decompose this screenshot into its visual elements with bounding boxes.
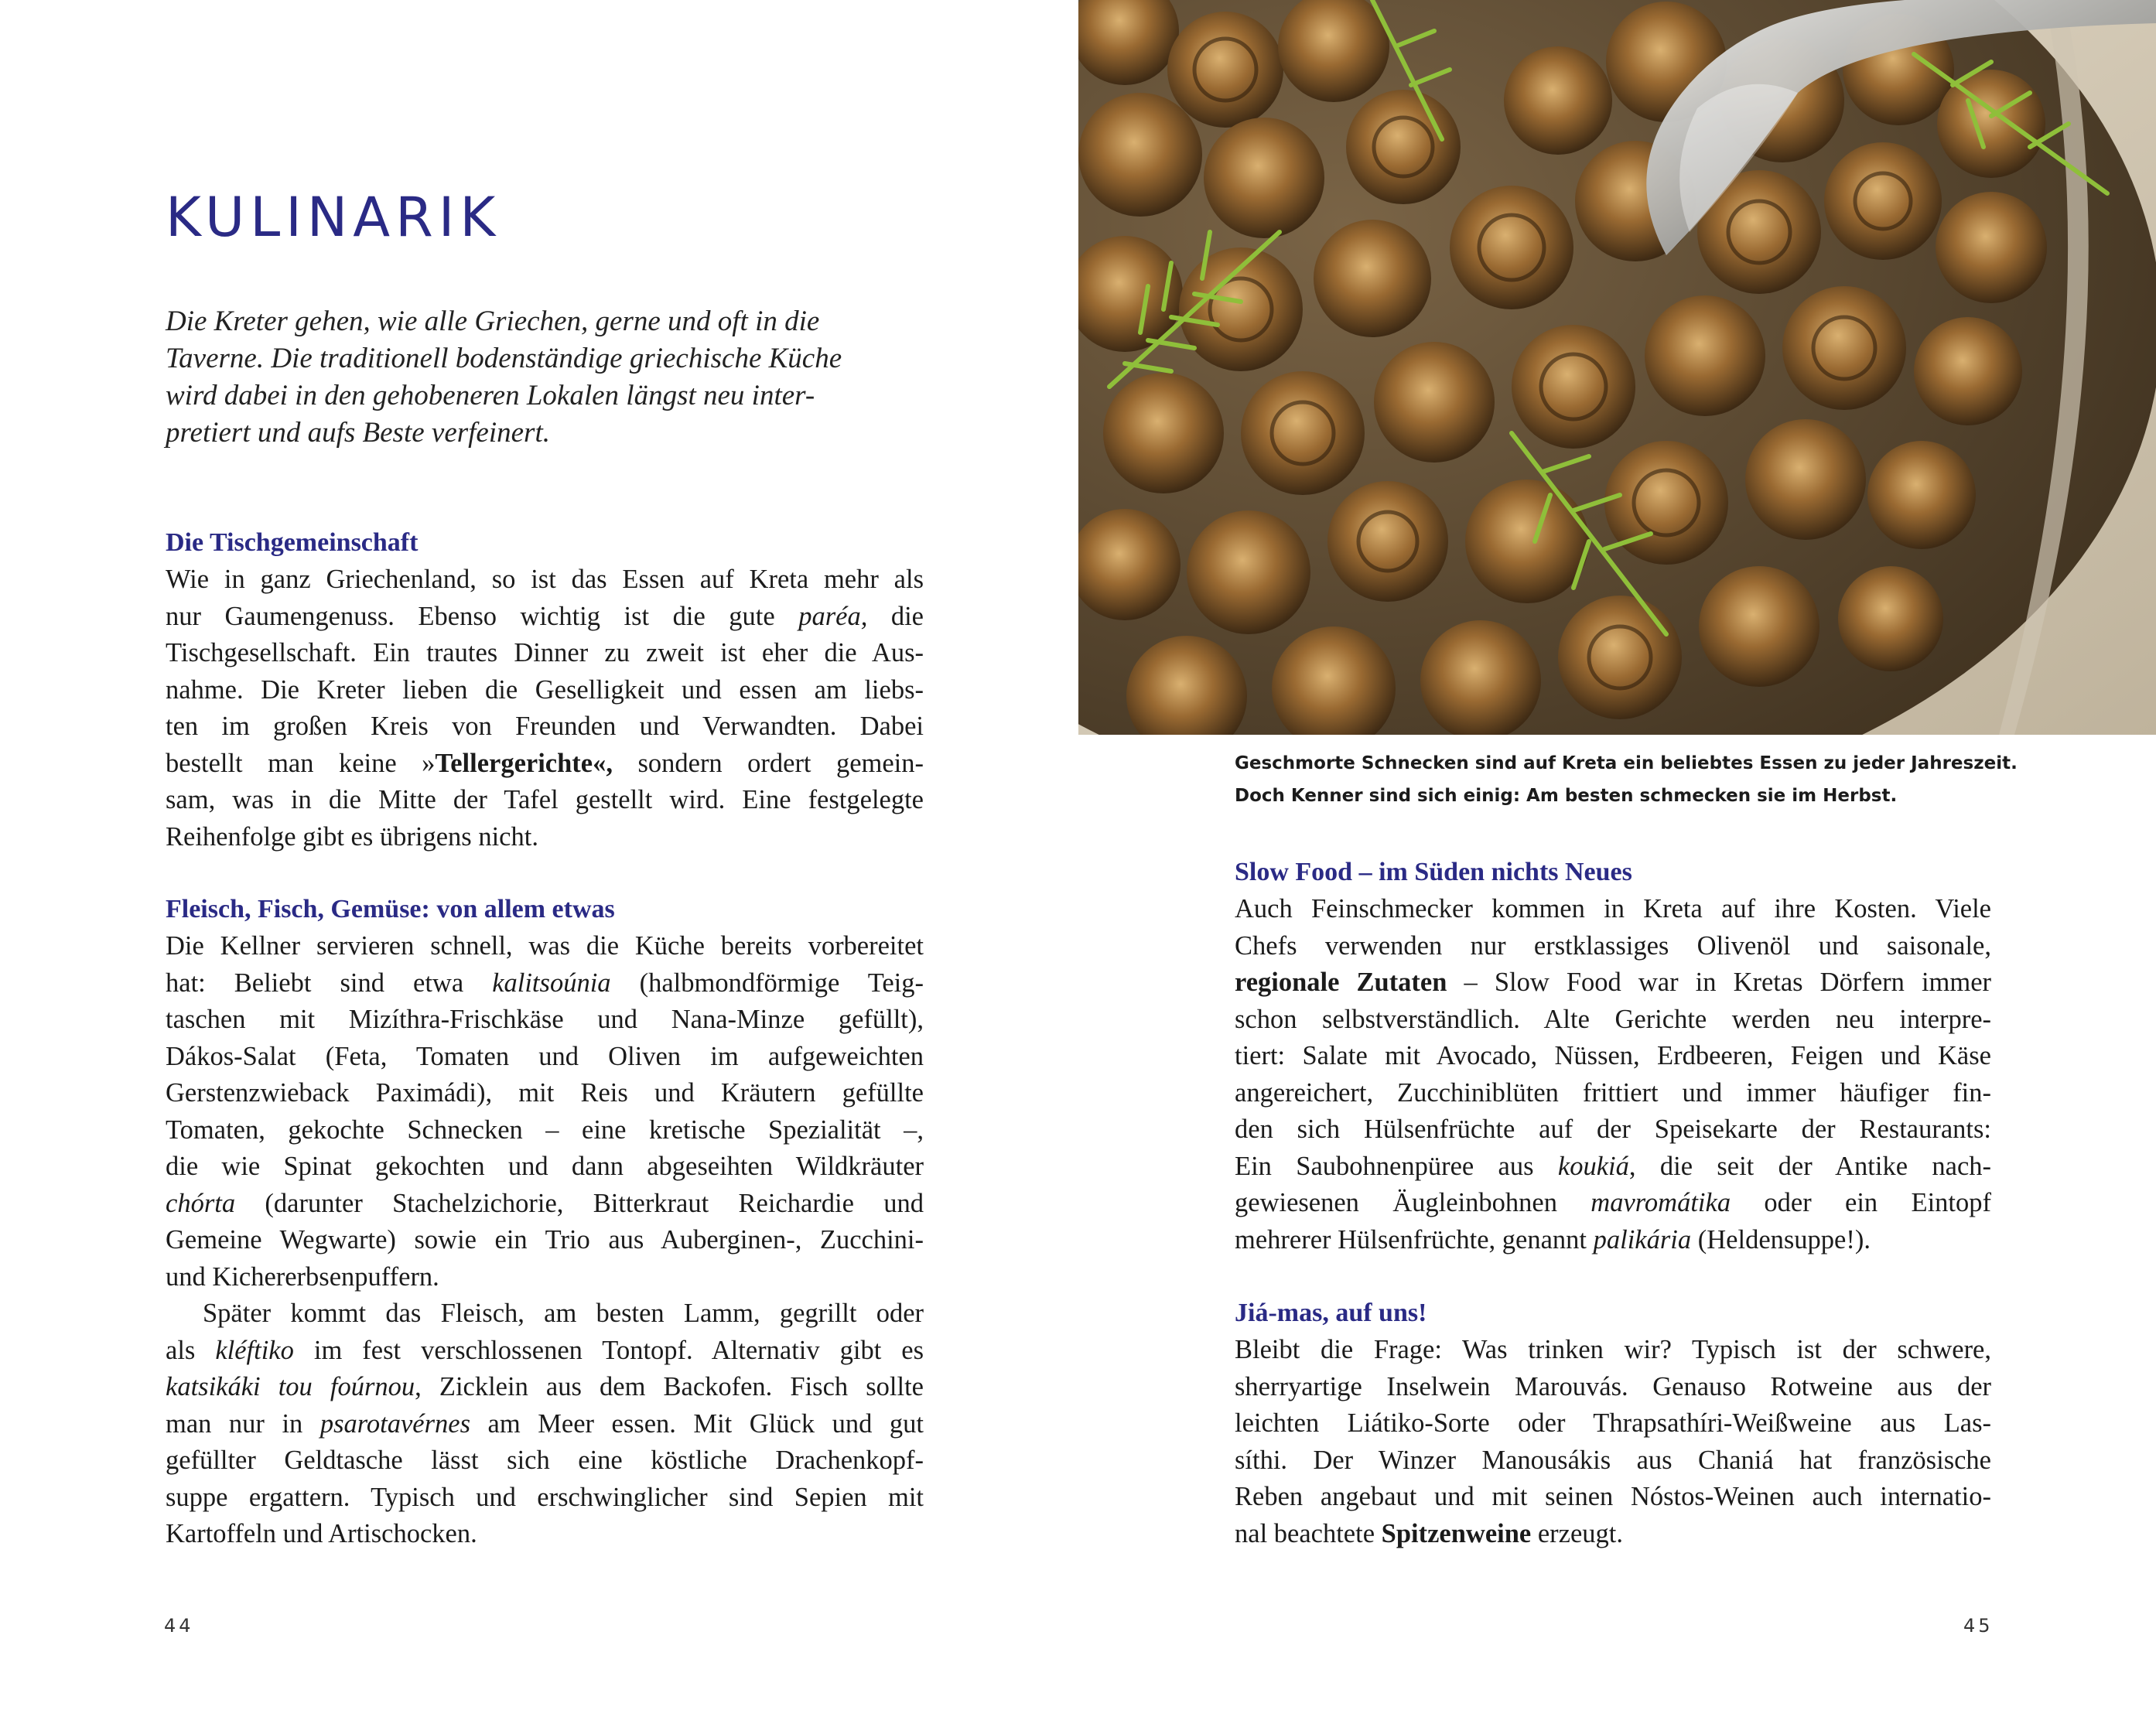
intro-paragraph bbox=[166, 303, 904, 452]
text-line: ten im großen Kreis von Freunden und Verwandten. Dabei bbox=[166, 712, 924, 741]
section-heading: Die Tischgemeinschaft bbox=[166, 528, 419, 557]
bold-term: regionale Zutaten bbox=[1235, 968, 1447, 997]
text-line: tiert: Salate mit Avocado, Nüssen, Erdbeeren, Feigen und Käse bbox=[1235, 1041, 1991, 1070]
italic-term: chórta bbox=[166, 1188, 236, 1218]
text-line: Gemeine Wegwarte) sowie ein Trio aus Auberginen-, Zucchini- bbox=[166, 1225, 924, 1254]
bold-term: Spitzenweine bbox=[1381, 1518, 1532, 1548]
intro-line: wird dabei in den gehobeneren Lokalen längst neu inter- bbox=[166, 380, 815, 411]
text-line: suppe ergattern. Typisch und erschwinglicher sind Sepien mit bbox=[166, 1482, 924, 1512]
caption-line: Doch Kenner sind sich einig: Am besten schmecken sie im Herbst. bbox=[1235, 786, 1898, 806]
text-line: síthi. Der Winzer Manousákis aus Chaniá hat französische bbox=[1235, 1445, 1991, 1475]
italic-term: psarotavérnes bbox=[319, 1408, 471, 1439]
text-line: gefüllter Geldtasche lässt sich eine köstliche Drachenkopf- bbox=[166, 1446, 924, 1475]
text-line: sam, was in die Mitte der Tafel gestellt wird. Eine festgelegte bbox=[166, 785, 924, 814]
text-line: bestellt man keine »Tellergerichte«, sondern ordert gemein- bbox=[166, 748, 924, 778]
snails-photo bbox=[1078, 0, 2156, 735]
text-line: angereichert, Zucchiniblüten frittiert und immer häufiger fin- bbox=[1235, 1077, 1991, 1108]
caption-line: Geschmorte Schnecken sind auf Kreta ein beliebtes Essen zu jeder Jahreszeit. bbox=[1235, 753, 2018, 773]
text-line: gewiesenen Äugleinbohnen mavromátika oder ein Eintopf bbox=[1235, 1188, 1991, 1217]
intro-line: Taverne. Die traditionell bodenständige griechische Küche bbox=[166, 343, 842, 374]
section-heading: Fleisch, Fisch, Gemüse: von allem etwas bbox=[166, 895, 615, 923]
text-line: Ein Saubohnenpüree aus koukiá, die seit der Antike nach- bbox=[1235, 1151, 1992, 1181]
italic-term: koukiá bbox=[1557, 1151, 1629, 1181]
intro-line: Die Kreter gehen, wie alle Griechen, gerne und oft in die bbox=[166, 306, 820, 337]
italic-term: mavromátika bbox=[1591, 1188, 1731, 1217]
text-line: nahme. Die Kreter lieben die Geselligkeit und essen am liebs- bbox=[166, 674, 924, 705]
text-line: den sich Hülsenfrüchte auf der Speisekarte der Restaurants: bbox=[1235, 1115, 1991, 1144]
chapter-title: KULINARIK bbox=[166, 186, 501, 249]
italic-term: palikária bbox=[1593, 1224, 1692, 1254]
text-line: und Kichererbsenpuffern. bbox=[166, 1261, 439, 1292]
section-tischgemeinschaft bbox=[166, 524, 924, 855]
intro-line: pretiert und aufs Beste verfeinert. bbox=[166, 417, 550, 449]
italic-term: kalitsoúnia bbox=[492, 968, 611, 998]
text-line: schon selbstverständlich. Alte Gerichte werden neu interpre- bbox=[1235, 1004, 1991, 1034]
snails-photo-illustration bbox=[1078, 0, 2156, 735]
italic-term: paréa, bbox=[798, 601, 868, 631]
text-line: Reihenfolge gibt es übrigens nicht. bbox=[166, 821, 538, 852]
text-line: Wie in ganz Griechenland, so ist das Essen auf Kreta mehr als bbox=[166, 565, 924, 594]
page-number: 45 bbox=[1963, 1615, 1994, 1637]
text-line: katsikáki tou foúrnou, Zicklein aus dem Backofen. Fisch sollte bbox=[166, 1372, 924, 1401]
text-line: taschen mit Mizíthra-Frischkäse und Nana-Minze gefüllt), bbox=[166, 1005, 924, 1034]
bold-term: Tellergerichte«, bbox=[435, 748, 613, 778]
text-line: man nur in psarotavérnes am Meer essen. Mit Glück und gut bbox=[166, 1408, 924, 1439]
text-line: hat: Beliebt sind etwa kalitsoúnia (halbmondförmige Teig- bbox=[166, 968, 924, 998]
section-heading: Jiá-mas, auf uns! bbox=[1235, 1299, 1427, 1327]
text-line: nur Gaumengenuss. Ebenso wichtig ist die gute paréa, die bbox=[166, 601, 924, 631]
text-line: Chefs verwenden nur erstklassiges Olivenöl und saisonale, bbox=[1235, 930, 1991, 961]
text-line: die wie Spinat gekochten und dann abgeseihten Wildkräuter bbox=[166, 1152, 924, 1181]
text-line: leichten Liátiko-Sorte oder Thrapsathíri-Weißweine aus Las- bbox=[1235, 1408, 1991, 1438]
text-line: Tomaten, gekochte Schnecken – eine kretische Spezialität –, bbox=[166, 1115, 924, 1145]
page-number: 44 bbox=[164, 1615, 194, 1637]
text-line: nal beachtete Spitzenweine erzeugt. bbox=[1235, 1518, 1623, 1548]
italic-term: katsikáki tou foúrnou bbox=[166, 1372, 415, 1401]
text-line: mehrerer Hülsenfrüchte, genannt palikária (Heldensuppe!). bbox=[1235, 1224, 1871, 1254]
text-line: Bleibt die Frage: Was trinken wir? Typisch ist der schwere, bbox=[1235, 1335, 1991, 1364]
section-jia-mas bbox=[1235, 1295, 1991, 1552]
section-fleisch-fisch bbox=[166, 891, 924, 1553]
text-line: Die Kellner servieren schnell, was die Küche bereits vorbereitet bbox=[166, 931, 924, 961]
text-line: Gerstenzwieback Paximádi), mit Reis und Kräutern gefüllte bbox=[166, 1078, 924, 1108]
text-line: Auch Feinschmecker kommen in Kreta auf ihre Kosten. Viele bbox=[1235, 894, 1991, 923]
right-page bbox=[1078, 0, 2156, 1717]
text-line: Tischgesellschaft. Ein trautes Dinner zu zweit ist eher die Aus- bbox=[166, 638, 924, 667]
section-slow-food bbox=[1235, 854, 1991, 1258]
text-line: regionale Zutaten – Slow Food war in Kretas Dörfern immer bbox=[1235, 968, 1992, 997]
text-line: Kartoffeln und Artischocken. bbox=[166, 1519, 477, 1548]
text-line: Später kommt das Fleisch, am besten Lamm, gegrillt oder bbox=[203, 1299, 924, 1328]
text-line: sherryartige Inselwein Marouvás. Genauso Rotweine aus der bbox=[1235, 1371, 1991, 1401]
text-line: Dákos-Salat (Feta, Tomaten und Oliven im aufgeweichten bbox=[166, 1041, 924, 1071]
italic-term: kléftiko bbox=[215, 1335, 294, 1365]
text-line: Reben angebaut und mit seinen Nóstos-Weinen auch internatio- bbox=[1235, 1482, 1991, 1511]
text-line: chórta (darunter Stachelzichorie, Bitterkraut Reichardie und bbox=[166, 1188, 924, 1218]
photo-caption bbox=[1235, 747, 2018, 812]
text-line: als kléftiko im fest verschlossenen Tontopf. Alternativ gibt es bbox=[166, 1335, 924, 1365]
section-heading: Slow Food – im Süden nichts Neues bbox=[1235, 858, 1632, 886]
